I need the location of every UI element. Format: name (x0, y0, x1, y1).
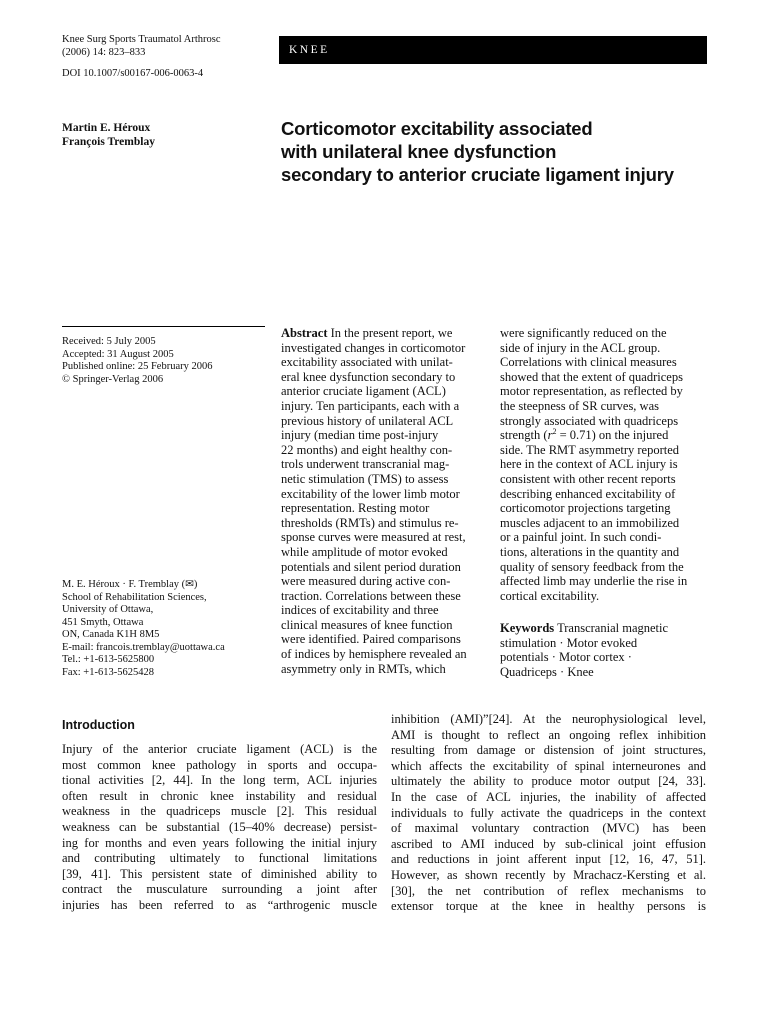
body-text-line: and reductions in joint afferent input [12, 16, 47, 51]. (391, 852, 706, 867)
abstract-line: traction. Correlations between these (281, 588, 461, 603)
affiliation-line: 451 Smyth, Ottawa (62, 616, 144, 628)
title-line: secondary to anterior cruciate ligament injury (281, 164, 674, 185)
body-text-line: extensor torque at the knee in healthy persons is (391, 899, 706, 914)
abstract-line: or a painful joint. In such condi- (500, 530, 662, 545)
abstract-line: the steepness of SR curves, was (500, 398, 659, 413)
body-text-line: ascribed to AMI induced by sub-clinical joint effusion (391, 836, 706, 851)
abstract-line: quality of sensory feedback from the (500, 559, 684, 574)
body-text-line: weakness can be substantial (15–40% decrease) persist- (62, 819, 377, 834)
body-text-line: and contributing ultimately to functional limitations (62, 851, 377, 866)
abstract-text: In the present report, we (330, 326, 453, 340)
body-text-line: most common knee pathology in sports and occupa- (62, 757, 377, 772)
article-title (281, 117, 721, 186)
body-text-line: [39, 41]. This persistent state of diminished ability to (62, 866, 377, 881)
abstract-line: affected limb may underlie the rise in (500, 574, 688, 589)
abstract-line: indices of excitability and three (281, 603, 439, 618)
journal-name: Knee Surg Sports Traumatol Arthrosc (62, 34, 221, 45)
abstract-line: Correlations with clinical measures (500, 355, 677, 370)
abstract-line: sponse curves were measured at rest, (281, 530, 466, 545)
journal-citation (62, 33, 220, 59)
abstract-line: eral knee dysfunction secondary to (281, 369, 456, 384)
abstract-lines (281, 341, 489, 677)
phone: Tel.: +1-613-5625800 (62, 654, 155, 665)
keyword-line: Quadriceps · Knee (500, 664, 594, 679)
abstract-line: 22 months) and eight healthy con- (281, 442, 453, 457)
title-line: Corticomotor excitability associated (281, 118, 593, 139)
affiliation-line: School of Rehabilitation Sciences, (62, 591, 207, 603)
publication-dates (62, 336, 213, 386)
abstract-line: corticomotor projections targeting (500, 501, 671, 516)
section-label: KNEE (289, 44, 330, 56)
abstract-line: muscles adjacent to an immobilized (500, 515, 680, 530)
abstract-line: tions, alterations in the quantity and (500, 544, 680, 559)
abstract-line: excitability associated with unilat- (281, 355, 453, 370)
body-text-line: ing for months and even years following the initial injury (62, 835, 377, 850)
abstract-line: thresholds (RMTs) and stimulus re- (281, 515, 459, 530)
abstract-line: side. The RMT asymmetry reported (500, 442, 680, 457)
body-text-line: weakness in the quadriceps muscle [2]. This residual (62, 804, 377, 819)
abstract-line: of indices by hemisphere revealed an (281, 647, 467, 662)
abstract-line: injury (median time post-injury (281, 428, 439, 443)
divider (62, 326, 265, 327)
abstract-line: injury. Ten participants, each with a (281, 398, 460, 413)
abstract-line: showed that the extent of quadriceps (500, 369, 683, 384)
abstract-line: here in the context of ACL injury is (500, 457, 678, 472)
author-name: François Tremblay (62, 136, 155, 148)
email: E-mail: francois.tremblay@uottawa.ca (62, 641, 225, 653)
section-banner (279, 36, 707, 64)
abstract-line: strength $(r^2 = 0.71)$ on the injured (500, 427, 669, 443)
body-text-line: individuals to fully activate the quadriceps in the context (391, 805, 706, 820)
affiliation-line: University of Ottawa, (62, 604, 154, 615)
body-text-line: tional activities [2, 44]. In the long term, ACL injuries (62, 773, 377, 788)
keyword-text: Transcranial magnetic (557, 621, 669, 635)
abstract-line: were identified. Paired comparisons (281, 632, 461, 647)
abstract-line: were measured during active con- (281, 574, 451, 589)
author-name: Martin E. Héroux (62, 122, 151, 134)
body-text-line: injuries has been referred to as “arthrogenic muscle (62, 897, 377, 912)
abstract-line: asymmetry only in RMTs, which (281, 661, 446, 676)
body-column-2 (391, 712, 706, 915)
body-text-line: ultimately the ability to produce motor output [24, 33]. (391, 774, 706, 789)
keyword-line: potentials · Motor cortex · (500, 650, 632, 665)
body-column-1 (62, 742, 377, 914)
body-text-line: AMI is thought to reflect an ongoing reflex inhibition (391, 727, 706, 742)
received-date: Received: 5 July 2005 (62, 336, 156, 347)
abstract-line: anterior cruciate ligament (ACL) (281, 384, 446, 399)
abstract-lines (500, 326, 708, 428)
journal-volume: (2006) 14: 823–833 (62, 47, 146, 58)
abstract-line: clinical measures of knee function (281, 617, 453, 632)
body-text-line: In the case of ACL injuries, the inability of affected (391, 789, 706, 804)
abstract-line: motor representation, as reflected by (500, 384, 683, 399)
abstract-label: Abstract (281, 326, 328, 340)
body-text-line: inhibition (AMI)”[24]. At the neurophysiological level, (391, 712, 706, 726)
doi: DOI 10.1007/s00167-006-0063-4 (62, 68, 204, 79)
body-text-line: which affects the excitability of spinal interneurones and (391, 758, 706, 773)
abstract-line: excitability of the lower limb motor (281, 486, 460, 501)
abstract-line: netic stimulation (TMS) to assess (281, 471, 449, 486)
body-text-line: contract the musculature surrounding a joint after (62, 882, 377, 897)
keywords-label: Keywords (500, 621, 555, 635)
abstract-column-2 (500, 326, 708, 603)
body-text-line: of maximal voluntary contraction (MVC) has been (391, 821, 706, 836)
body-text-line: often result in chronic knee instability and residual (62, 788, 377, 803)
author-list (62, 121, 155, 149)
abstract-line: investigated changes in corticomotor (281, 340, 466, 355)
affiliation (62, 579, 267, 679)
affiliation-authors: M. E. Héroux · F. Tremblay (✉) (62, 579, 198, 590)
abstract-line: side of injury in the ACL group. (500, 340, 661, 355)
keyword-lines (500, 636, 708, 680)
abstract-line: trols underwent transcranial mag- (281, 457, 450, 472)
fax: Fax: +1-613-5625428 (62, 666, 154, 678)
abstract-column-1 (281, 326, 489, 676)
abstract-line: while amplitude of motor evoked (281, 544, 448, 559)
body-text-line: Injury of the anterior cruciate ligament (ACL) is the (62, 742, 377, 756)
affiliation-line: ON, Canada K1H 8M5 (62, 629, 160, 640)
published-date: Published online: 25 February 2006 (62, 361, 213, 372)
abstract-line: were significantly reduced on the (500, 326, 667, 340)
abstract-line: consistent with other recent reports (500, 471, 676, 486)
abstract-line: potentials and silent period duration (281, 559, 461, 574)
abstract-line: previous history of unilateral ACL (281, 413, 454, 428)
body-text-line: [30], the net contribution of reflex mechanisms to (391, 883, 706, 898)
keyword-line: stimulation · Motor evoked (500, 635, 638, 650)
abstract-line: strongly associated with quadriceps (500, 413, 679, 428)
abstract-line: cortical excitability. (500, 588, 600, 603)
abstract-line: representation. Resting motor (281, 501, 430, 516)
body-text-line: resulting from damage or distension of joint structures, (391, 743, 706, 758)
abstract-line: describing enhanced excitability of (500, 486, 676, 501)
section-heading: Introduction (62, 718, 135, 732)
body-text-line: However, as shown recently by Mrachacz-Kersting et al. (391, 867, 706, 882)
abstract-lines (500, 443, 708, 604)
copyright: © Springer-Verlag 2006 (62, 373, 164, 385)
title-line: with unilateral knee dysfunction (281, 141, 557, 162)
keywords (500, 621, 708, 679)
accepted-date: Accepted: 31 August 2005 (62, 348, 174, 360)
